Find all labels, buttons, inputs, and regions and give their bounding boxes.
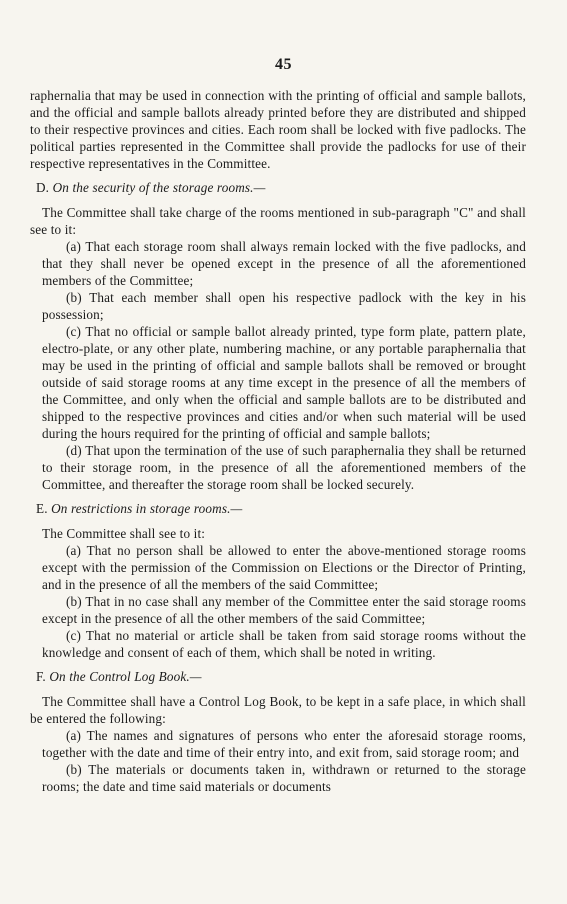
section-letter: F. xyxy=(36,669,46,684)
section-title: On the security of the storage rooms.— xyxy=(52,180,266,195)
section-title: On the Control Log Book.— xyxy=(49,669,202,684)
paragraph-continuation: raphernalia that may be used in connection with the printing of official and sample ballots, and the official and sample ballots already printed before they are distributed and shipped to their respective provinces and cities. Each room shall be locked with five padlocks. The political parties represented in the Committee shall provide the padlocks for use of their respective representatives in the Committee. xyxy=(30,88,526,171)
section-lead: The Committee shall have a Control Log Book, to be kept in a safe place, in which shall be entered the following: xyxy=(30,694,526,726)
list-item: (b) That in no case shall any member of the Committee enter the said storage rooms except in the presence of all the other members of the said Committee; xyxy=(42,594,526,626)
section-heading-d xyxy=(30,179,526,196)
list-item: (c) That no material or article shall be taken from said storage rooms without the knowledge and consent of each of them, which shall be noted in writing. xyxy=(42,628,526,660)
section-letter: D. xyxy=(36,180,50,195)
page-number: 45 xyxy=(275,56,292,73)
list-item: (a) The names and signatures of persons who enter the aforesaid storage rooms, together with the date and time of their entry into, and exit from, said storage room; and xyxy=(42,728,526,760)
section-title: On restrictions in storage rooms.— xyxy=(51,501,243,516)
section-heading-e xyxy=(30,500,526,517)
list-item: (b) The materials or documents taken in, withdrawn or returned to the storage rooms; the date and time said materials or documents xyxy=(42,762,526,794)
section-lead: The Committee shall see to it: xyxy=(42,526,206,541)
list-item: (a) That each storage room shall always remain locked with the five padlocks, and that they shall never be opened except in the presence of all the aforementioned members of the Committee; xyxy=(42,239,526,288)
document-body xyxy=(30,87,526,795)
section-lead: The Committee shall take charge of the rooms mentioned in sub-paragraph "C" and shall see to it: xyxy=(30,205,526,237)
list-item: (a) That no person shall be allowed to enter the above-mentioned storage rooms except with the permission of the Commission on Elections or the Director of Printing, and in the presence of all the members of the said Committee; xyxy=(42,543,526,592)
section-heading-f xyxy=(30,668,526,685)
section-letter: E. xyxy=(36,501,48,516)
list-item: (c) That no official or sample ballot already printed, type form plate, pattern plate, electro-plate, or any other plate, numbering machine, or any portable paraphernalia that may be used in the printing of official and sample ballots shall be removed or brought outside of said storage rooms at any time except in the presence of all the members of the Committee, and only when the official and sample ballots are to be distributed and shipped to the respective provinces and cities and/or when such material will be used during the hours required for the printing of official and sample ballots; xyxy=(42,324,526,441)
list-item: (d) That upon the termination of the use of such paraphernalia they shall be returned to their storage room, in the presence of all the aforementioned members of the Committee, and thereafter the storage room shall be locked securely. xyxy=(42,443,526,492)
list-item: (b) That each member shall open his respective padlock with the key in his possession; xyxy=(42,290,526,322)
